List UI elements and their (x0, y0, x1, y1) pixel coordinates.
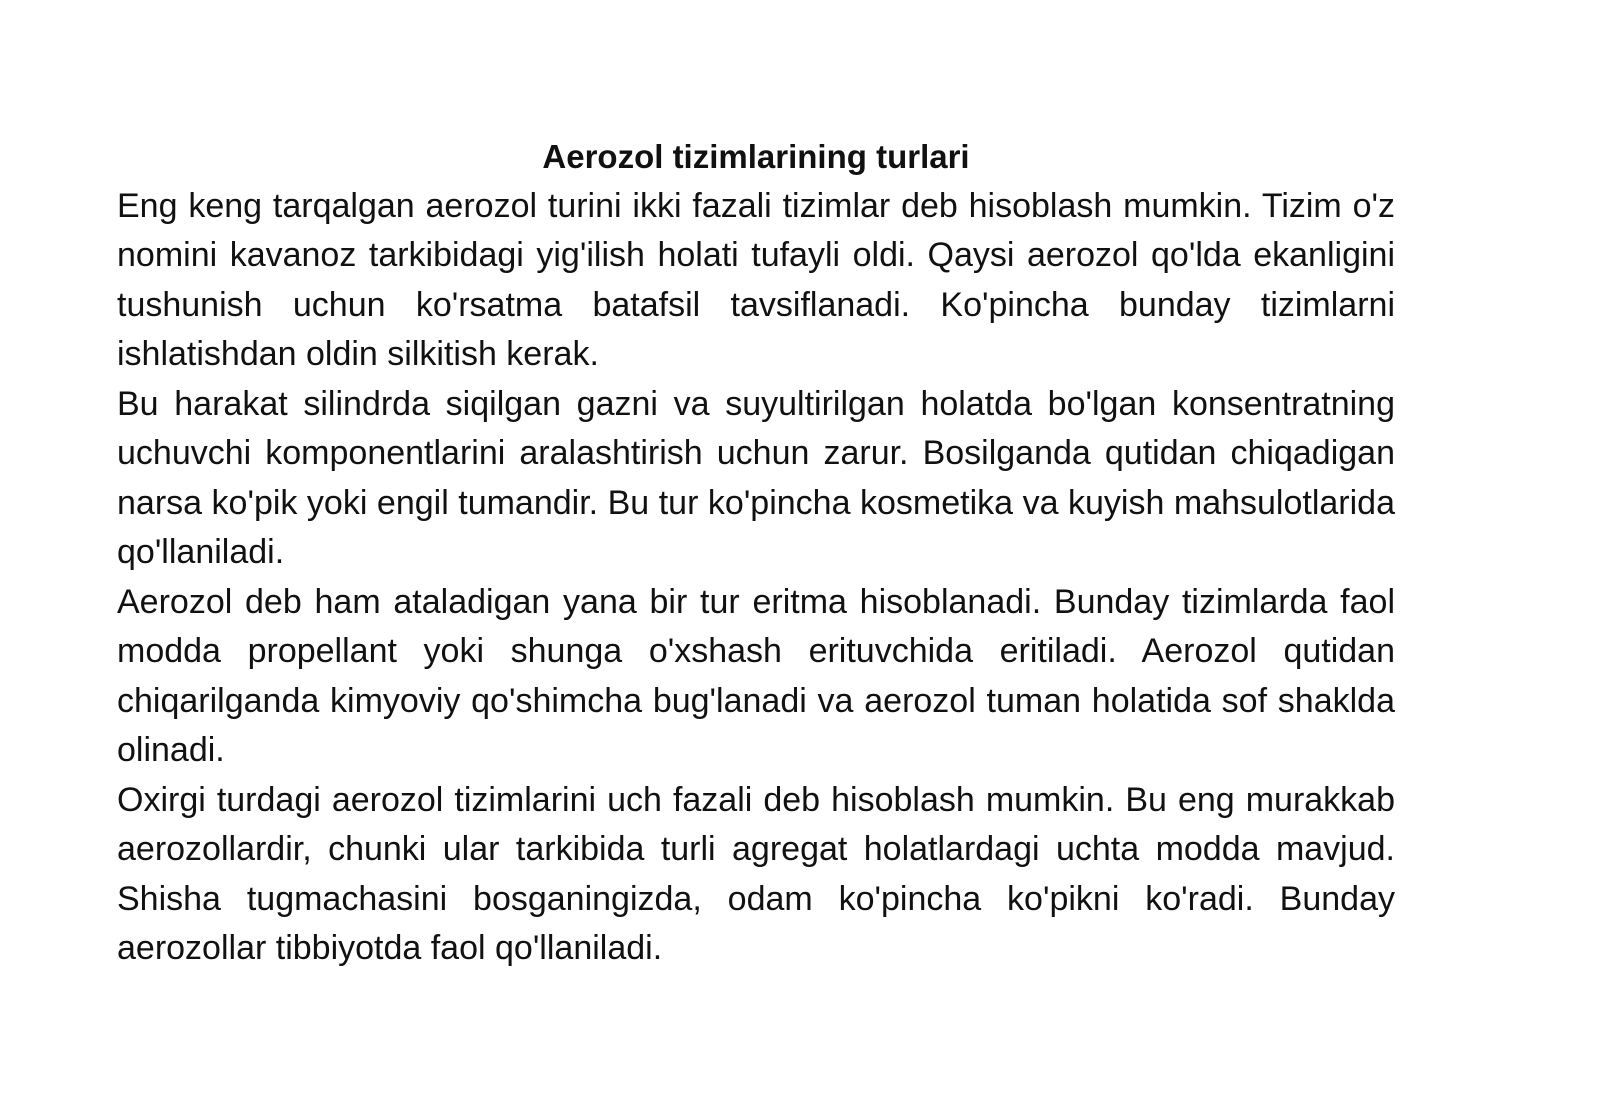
paragraph-1: Eng keng tarqalgan aerozol turini ikki fazali tizimlar deb hisoblash mumkin. Tizim o'z nomini kavanoz tarkibidagi yig'ilish holati tufayli oldi. Qaysi aerozol qo'lda ekanligini tushunish uchun ko'rsatma batafsil tavsiflanadi. Ko'pincha bunday tizimlarni ishlatishdan oldin silkitish kerak. (117, 186, 1395, 373)
paragraph-3: Aerozol deb ham ataladigan yana bir tur eritma hisoblanadi. Bunday tizimlarda faol modda propellant yoki shunga o'xshash erituvchida eritiladi. Aerozol qutidan chiqarilganda kimyoviy qo'shimcha bug'lanadi va aerozol tuman holatida sof shaklda olinadi. (117, 582, 1395, 769)
document-page (117, 132, 1395, 974)
document-title: Aerozol tizimlarining turlari (542, 138, 970, 175)
paragraph-2: Bu harakat silindrda siqilgan gazni va suyultirilgan holatda bo'lgan konsentratning uchuvchi komponentlarini aralashtirish uchun zarur. Bosilganda qutidan chiqadigan narsa ko'pik yoki engil tumandir. Bu tur ko'pincha kosmetika va kuyish mahsulotlarida qo'llaniladi. (117, 384, 1395, 571)
paragraph-4: Oxirgi turdagi aerozol tizimlarini uch fazali deb hisoblash mumkin. Bu eng murakkab aerozollardir, chunki ular tarkibida turli agregat holatlardagi uchta modda mavjud. Shisha tugmachasini bosganingizda, odam ko'pincha ko'pikni ko'radi. Bunday aerozollar tibbiyotda faol qo'llaniladi. (117, 780, 1395, 967)
